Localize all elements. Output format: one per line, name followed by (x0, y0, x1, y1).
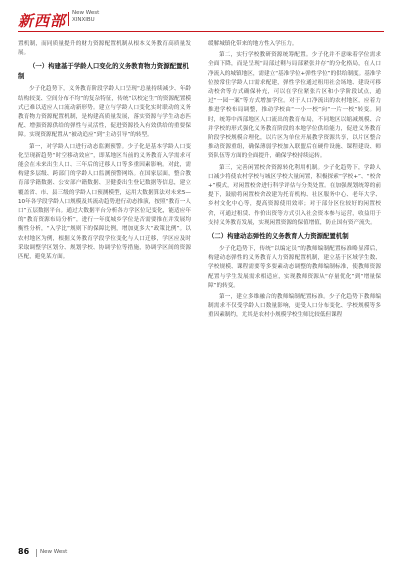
body-paragraph: 第二，实行学校教研资源统筹配置。少子化并不意味着学位需求全面下降，而是呈现“局部过剩与局部紧张并存”的分化格局，在人口净流入的城镇地区，需建立“基准学位+弹性学位”的供给制度。基准学位按常住学龄人口需求配建，弹性学位通过租用社会场地、建设可移动校舍等方式确保补充，可以在学位紧张片区和小学阶段试点，通过“一园一案”等方式增加学位。对于人口净流出的农村地区，应着力推进学校布局调整，推动学校由“一小一校”向“一片一校”转变。同时，统筹中西部地区人口流出的教育布局，不同地区以缩减规模、合并学校的形式强化义务教育阶段的本地学位供给能力，促进义务教育阶段学校规模合理化，以片区为单位开展教学资源共享，以片区整合推动资源重组，确保薄弱学校加入联盟后在硬件设施、课程建设、师资队伍等方面的全面提升，确保学校持续运转。 (208, 52, 381, 160)
body-paragraph: 少子化趋势下，传统“以编定员”的教师编制配置标准略显滞后，构建动态弹性的义务教育人力资源配置机制，建立基于区域学生数、学校规模、课程需要等多要素动态调整的教师编制标准，使教师资源配置与学生发展需求相适应，实现教师资源从“存量优化”到“增量保障”的转变。 (208, 246, 381, 289)
header-rule (18, 31, 384, 32)
logo-en-line2: XINXIBU (72, 16, 95, 23)
section-heading-2: （二）构建动态弹性的义务教育人力资源配置机制 (208, 232, 349, 241)
body-paragraph: 第一，对学龄人口进行动态监测预警。少子化是基本学龄人口变化呈现新趋势“时空移动效应”，即某地区当前的义务教育入学需求可能会在未来出生人口、三年后的迁移人口等多重因素影响。对此，需构建多层级、跨部门的学龄人口监测预警网络。在国家层面，整合教育部学籍数据、公安部户籍数据、卫健委出生登记数据等信息，建立覆盖省、市、县三级的学龄人口预测模型，运用大数据算法对未来5—10年各学段学龄人口规模及其流动趋势进行动态推演，按照“教育一人口”五层数据平台。通过大数据平台分析各方学区位记变化，能适应年的“教育资源布局分析”，进行一年度城乡学位是否需要推在并发展均衡性分析，“入学比”规则下的保障比例，增加更多大“政策比例”。以农村地区为例，根据义务教育学段学位变化与人口迁移，学区应及时采取调整学区划分、规划学校、协调学位等措施，协调学区间的资源匹配，避免某方面。 (18, 143, 191, 261)
page-number: 86 (18, 547, 30, 556)
logo-en-line1: New West (72, 10, 100, 16)
body-paragraph: 缓解城镇化带来的地方性入学压力。 (208, 41, 298, 47)
body-paragraph: 第一，建立多维融合的教师编制配置标准。少子化趋势下教师编制需求不仅受学龄人口数量影响，更受人口分布变化、学校规模等多重因素制约，尤其是农村小规模学校生师比较低但课程 (208, 294, 381, 319)
logo-divider (68, 12, 69, 26)
section-heading-1: （一）构建基于学龄人口变化的义务教育物力资源配置机制 (18, 62, 189, 81)
footer-brand: New West (40, 549, 68, 555)
intro-paragraph: 置机制，而同质量提升的财力资源配置机制从根本义务教育高质量发展。 (18, 41, 191, 57)
left-column (18, 40, 191, 264)
body-paragraph: 第三，完善闲置校舍资源转化利用机制。少子化趋势下，学龄人口减少将使农村学校与城区学校大量闲置，积极探索“学校+”、“校舍+”模式，对闲置校舍进行科学评估与分类处置。在加强规划统筹的前提下，鼓励将闲置校舍改建为托育机构、社区服务中心、老年大学、乡村文化中心等，提高资源使用效率；对于部分区位较好的闲置校舍，可通过租赁、作价出资等方式引入社会资本参与运营，收益用于支持义务教育发展，实现闲置资源的保值增值，防止国有资产流失。 (208, 164, 381, 226)
magazine-logo-subtitle (72, 10, 99, 23)
body-paragraph: 少子化趋势下，义务教育阶段学龄人口呈现“总量持续减少、年龄结构较变、空间分布不均”的复杂特征，传统“以校定生”的资源配置模式已难以适应人口流动新形势。建立与学龄人口变化实时联动的义务教育物力资源配置机制，是构建高质量发展，落实资源与学生动态匹配、增强资源供给的弹性与灵活性，促进资源投入有效供给的重要保障。实现资源配置从“被动追应”到“主动引导”的转型。 (18, 86, 191, 139)
page-header (18, 8, 398, 30)
magazine-logo: 新西部 (18, 12, 67, 30)
right-column (208, 40, 381, 323)
footer-divider (36, 549, 37, 557)
page-footer (18, 547, 138, 559)
